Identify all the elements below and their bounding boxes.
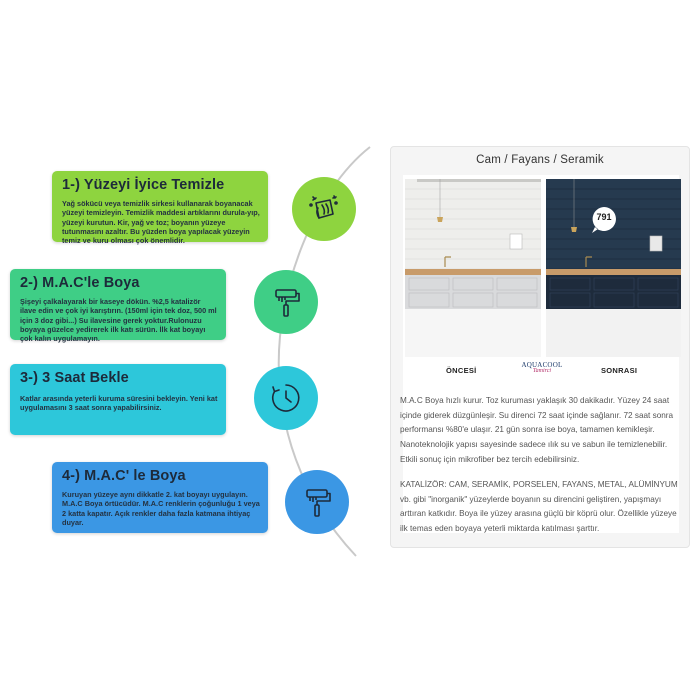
paint-roller-icon — [297, 482, 337, 522]
catalyst-info-text: KATALİZÖR: CAM, SERAMİK, PORSELEN, FAYANS, METAL, ALÜMİNYUM vb. gibi "inorganik" yüzeylerde boyanın su direncini geliştiren, yapışmayı arttıran katkıdır. Boya ile yüzey arasına güçlü bir köprü olur. Özellikle yüzeye ilk temas eden boyaya yeterli miktarda katılması şarttır. — [400, 480, 678, 534]
brand-script: Tamirci — [532, 368, 552, 374]
panel-title: Cam / Fayans / Seramik — [476, 154, 604, 166]
before-photo — [405, 179, 541, 357]
step-text: Katlar arasında yeterli kuruma süresini bekleyin. Yeni kat uygulamasını 3 saat sonra yapabilirsiniz. — [20, 394, 218, 413]
step-title: 1-) Yüzeyi İyice Temizle — [62, 177, 225, 193]
step-card-1 — [52, 171, 268, 246]
step-circle-3 — [254, 366, 318, 430]
step-card-3 — [10, 364, 226, 435]
step-title: 3-) 3 Saat Bekle — [20, 370, 129, 386]
color-code: 791 — [596, 212, 612, 222]
brand-name: AQUACOOL — [521, 361, 563, 369]
step-text: Kuruyan yüzeye aynı dikkatle 2. kat boyayı uygulayın. M.A.C Boya örtücüdür. M.A.C renklerin çoğunluğu 1 veya 2 katta kapatır. Açık renkler daha fazla katmana ihtiyaç duyar. — [62, 490, 260, 527]
step-circle-1 — [292, 177, 356, 241]
product-info-panel — [390, 146, 690, 548]
drying-info-text: M.A.C Boya hızlı kurur. Toz kuruması yaklaşık 30 dakikadır. Yüzey 24 saat içinde giderek düzgünleşir. Su direnci 72 saat içinde sağlanır. 72 saat sonra performansı %80'e ulaşır. 21 gün sonra ise boya, tamamen kemikleşir. Nanoteknolojik yapısı sayesinde sadece ılık su ve sabun ile temizlenebilir. Etkili sonuç için mikrofiber bez tercih edebilirsiniz. — [400, 396, 674, 464]
clock-icon — [266, 378, 306, 418]
step-card-4 — [52, 462, 268, 533]
step-card-2 — [10, 269, 226, 344]
brand-logo — [520, 361, 564, 374]
step-text: Yağ sökücü veya temizlik sirkesi kullanarak boyanacak yüzeyi temizleyin. Temizlik maddesi artıklarını durula-yıp, yüzeyi kurutun. Kir, yağ ve toz; boyanın yüzeye tutunmasını azaltır. Bu yüzden boya yapılacak yüzeyin temiz ve kuru olması çok önemlidir. — [62, 199, 260, 246]
step-circle-4 — [285, 470, 349, 534]
step-text: Şişeyi çalkalayarak bir kaseye dökün. %2,5 katalizör ilave edin ve çok iyi karıştırın. (150ml için tek doz, 500 ml için 3 doz gibi...) Su ilavesine gerek yoktur.Rulonuzu boyaya güzelce yedirerek ilk katı sürün. İlk kat boyayı çok kalın uygulamayın. — [20, 297, 217, 344]
color-badge — [589, 205, 619, 235]
step-circle-2 — [254, 270, 318, 334]
paint-roller-icon — [266, 282, 306, 322]
after-label: SONRASI — [601, 366, 638, 375]
cleaning-cloth-icon — [304, 189, 344, 229]
step-title: 4-) M.A.C' le Boya — [62, 468, 186, 484]
before-label: ÖNCESİ — [446, 366, 477, 375]
step-title: 2-) M.A.C'le Boya — [20, 275, 140, 291]
